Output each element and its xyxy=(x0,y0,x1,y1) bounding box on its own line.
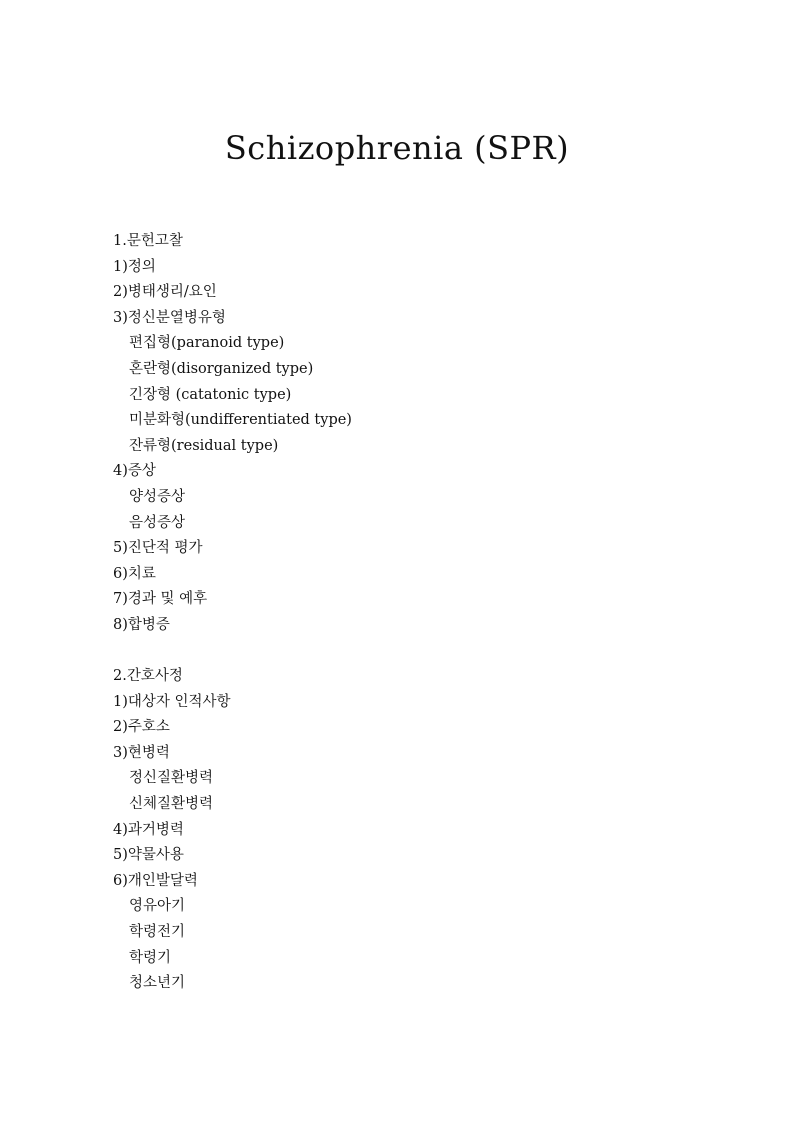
outline-subitem: 미분화형(undifferentiated type) xyxy=(129,412,352,429)
outline-item: 2)병태생리/요인 xyxy=(113,284,217,301)
outline-subitem: 음성증상 xyxy=(129,514,186,531)
section-spacer xyxy=(113,639,753,665)
outline-item: 3)현병력 xyxy=(113,744,170,761)
outline-item: 7)경과 및 예후 xyxy=(113,591,208,608)
outline-subitem: 잔류형(residual type) xyxy=(129,437,279,454)
outline-item: 6)치료 xyxy=(113,565,156,582)
outline-item: 1)대상자 인적사항 xyxy=(113,693,231,710)
outline-item: 2)주호소 xyxy=(113,719,170,736)
outline-item: 6)개인발달력 xyxy=(113,872,198,889)
outline-subitem: 학령전기 xyxy=(129,924,186,941)
outline-subitem: 학령기 xyxy=(129,949,172,966)
outline-item: 1)정의 xyxy=(113,258,156,275)
outline-subitem: 혼란형(disorganized type) xyxy=(129,360,314,377)
section-heading: 1.문헌고찰 xyxy=(113,233,183,249)
outline-item: 4)과거병력 xyxy=(113,821,184,838)
outline-subitem: 영유아기 xyxy=(129,898,186,915)
outline-subitem: 긴장형 (catatonic type) xyxy=(129,386,292,403)
document-title: Schizophrenia (SPR) xyxy=(224,129,570,167)
outline-item: 5)약물사용 xyxy=(113,847,184,864)
outline-item: 3)정신분열병유형 xyxy=(113,309,226,326)
outline-subitem: 신체질환병력 xyxy=(129,796,214,813)
outline-item: 8)합병증 xyxy=(113,616,170,633)
outline-item: 4)증상 xyxy=(113,463,156,480)
outline-subitem: 편집형(paranoid type) xyxy=(129,335,285,352)
outline-subitem: 정신질환병력 xyxy=(129,770,214,787)
outline-subitem: 청소년기 xyxy=(129,975,186,992)
section-heading: 2.간호사정 xyxy=(113,668,183,685)
outline-item: 5)진단적 평가 xyxy=(113,540,203,557)
outline-subitem: 양성증상 xyxy=(129,488,186,505)
table-of-contents xyxy=(113,229,753,997)
